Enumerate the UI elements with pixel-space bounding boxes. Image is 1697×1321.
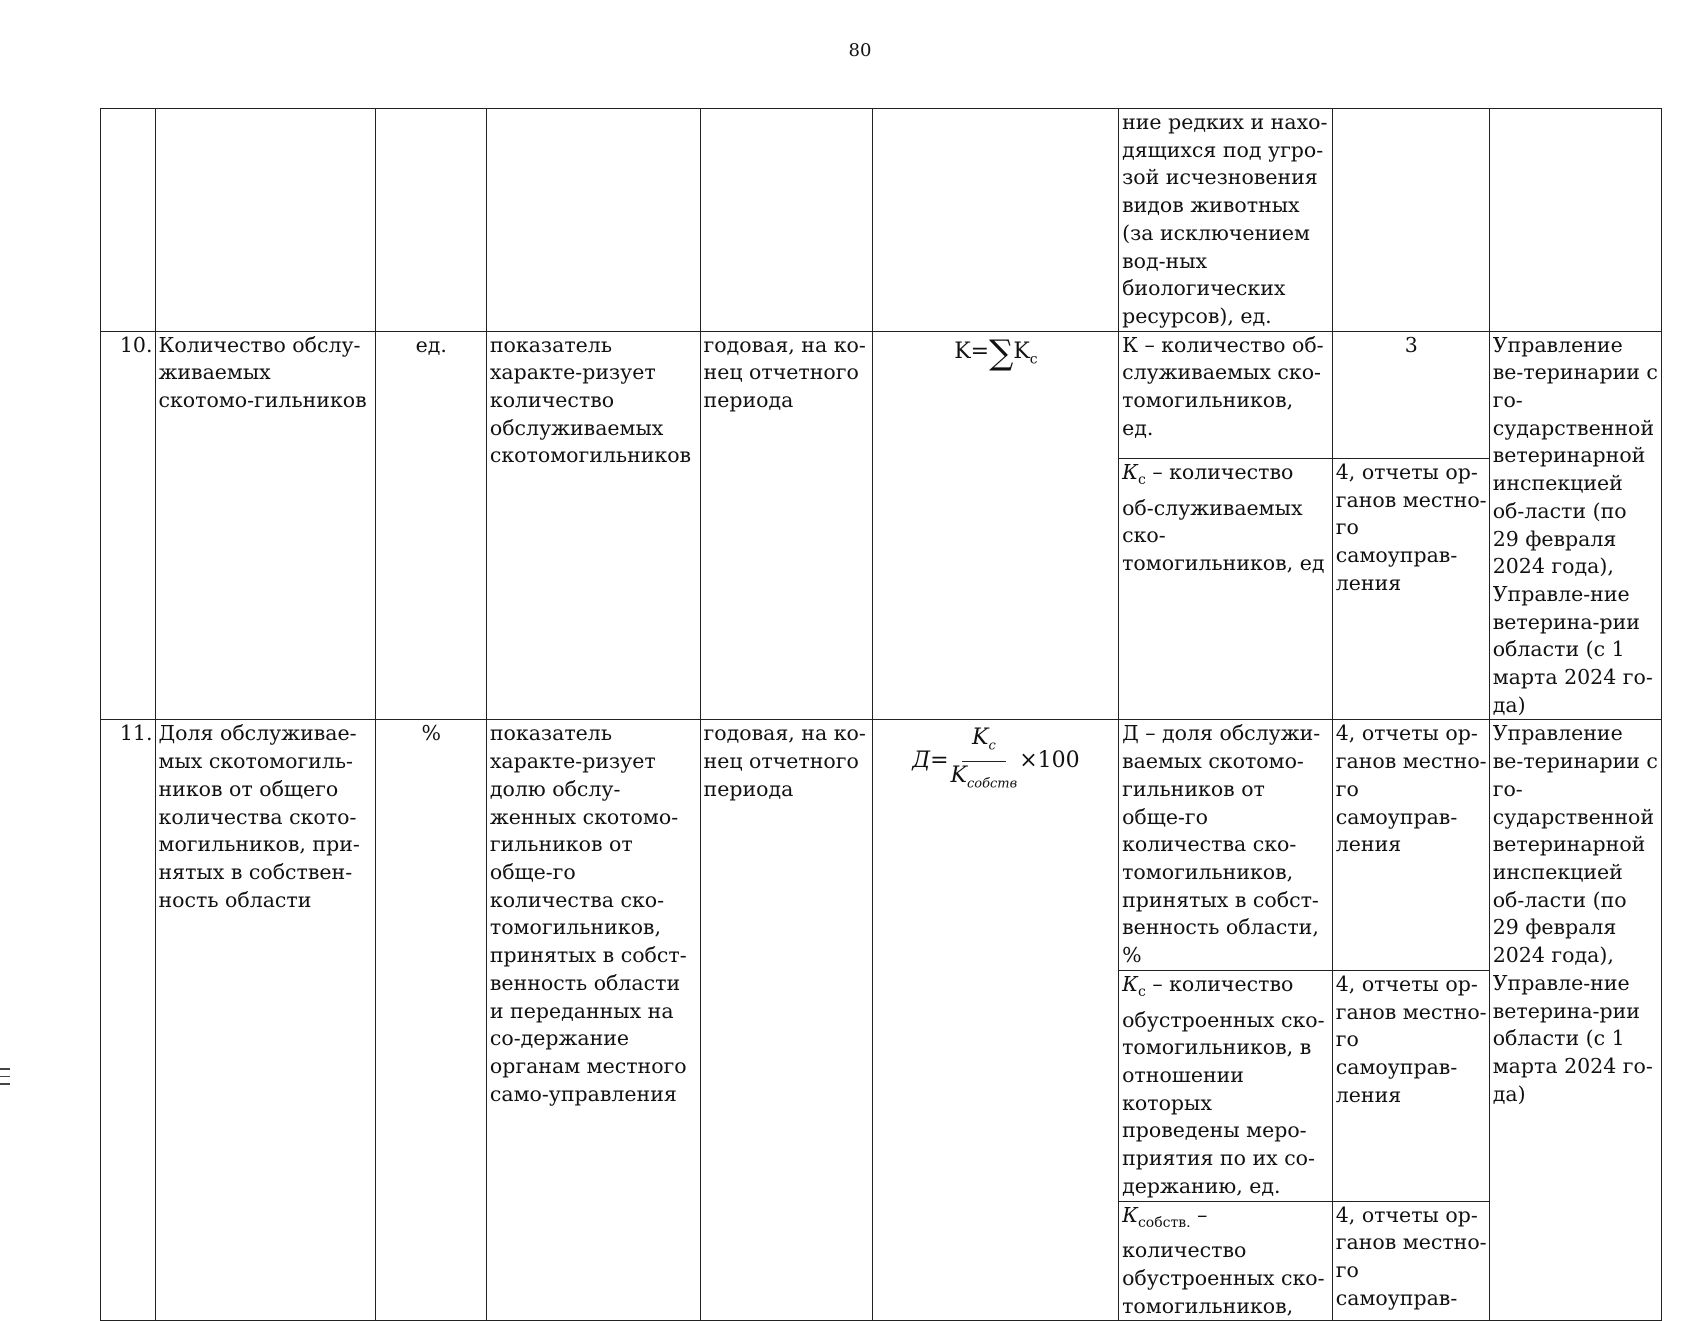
component-text: – количество обустроенных ско-томогильников, в отношении которых проведены меро-приятия по их со-держанию, ед. [1122, 971, 1325, 1198]
responsible-cell: Управление ве-теринарии с го-сударственной ветеринарной инспекцией об-ласти (по 29 февраля 2024 года), Управле-ние ветерина-рии области (с 1 марта 2024 го-да) [1489, 720, 1661, 1321]
periodicity-cell: годовая, на ко-нец отчетного периода [700, 331, 872, 720]
source-cell: 4, отчеты ор-ганов местно-го самоуправ- [1332, 1201, 1489, 1321]
continuation-row [101, 109, 1662, 332]
component-cell [1119, 331, 1333, 458]
component-text: – количество обустроенных ско-томогильников, [1122, 1202, 1325, 1318]
component-symbol: $К_с$ [1122, 971, 1146, 1000]
component-text: – количество об-служиваемых ско-томогильников, ед [1122, 459, 1325, 576]
component-cell [1119, 970, 1333, 1201]
formula-tail: ×100 [1019, 748, 1080, 774]
cont-cell-source [1332, 109, 1489, 332]
component-text: Д – доля обслужи-ваемых скотомо-гильников от обще-го количества ско-томогильников, принятых в собст-венность области, % [1122, 721, 1321, 968]
sigma-symbol: ∑ [989, 332, 1014, 373]
formula-base: K [1013, 338, 1030, 364]
source-cell: 4, отчеты ор-ганов местно-го самоуправ-ления [1332, 970, 1489, 1201]
component-cell [1119, 458, 1333, 720]
formula-cell [872, 720, 1118, 1321]
formula-denominator: $K_{собств}$ [950, 762, 1018, 791]
table-row-11 [101, 720, 1662, 970]
row-number: 11. [101, 720, 156, 1321]
page-number: 80 [848, 40, 872, 61]
formula-numerator: $K_c$ [962, 724, 1006, 761]
cont-cell-responsible [1489, 109, 1661, 332]
definition-cell: показатель характе-ризует количество обслуживаемых скотомогильников [486, 331, 700, 720]
formula-lhs: Д= [912, 748, 949, 774]
source-cell: 4, отчеты ор-ганов местно-го самоуправ-ления [1332, 720, 1489, 970]
cont-cell-name [155, 109, 375, 332]
formula-cell [872, 331, 1118, 720]
formula-lhs: K= [954, 338, 990, 364]
component-cell [1119, 720, 1333, 970]
source-cell: 3 [1332, 331, 1489, 458]
indicator-name: Доля обслуживае-мых скотомогиль-ников от общего количества ското-могильников, при-нятых в собствен-ность области [155, 720, 375, 1321]
unit-cell: ед. [375, 331, 486, 720]
component-symbol: $К_с$ [1122, 459, 1146, 488]
component-symbol: $К_{собств.}$ [1122, 1202, 1191, 1231]
unit-cell: % [375, 720, 486, 1321]
cont-cell-periodicity [700, 109, 872, 332]
component-text: К – количество об-служиваемых ско-томогильников, ед. [1122, 332, 1324, 440]
cont-cell-num [101, 109, 156, 332]
cont-cell-component: ние редких и нахо-дящихся под угро-зой исчезновения видов животных (за исключением вод-ных биологических ресурсов), ед. [1119, 109, 1333, 332]
responsible-cell: Управление ве-теринарии с го-сударственной ветеринарной инспекцией об-ласти (по 29 февраля 2024 года), Управле-ние ветерина-рии области (с 1 марта 2024 го-да) [1489, 331, 1661, 720]
table-row-10 [101, 331, 1662, 458]
scan-edge-mark [0, 1068, 10, 1092]
cont-cell-formula [872, 109, 1118, 332]
formula-sub: c [1029, 351, 1038, 368]
cont-cell-definition [486, 109, 700, 332]
component-cell [1119, 1201, 1333, 1321]
indicator-table [100, 108, 1662, 1321]
definition-cell: показатель характе-ризует долю обслу-женных скотомо-гильников от обще-го количества ско-томогильников, принятых в собст-венность области и переданных на со-держание органам местного само-управления [486, 720, 700, 1321]
row-number: 10. [101, 331, 156, 720]
sum-formula [954, 332, 1037, 374]
cont-cell-unit [375, 109, 486, 332]
periodicity-cell: годовая, на ко-нец отчетного периода [700, 720, 872, 1321]
indicator-name: Количество обслу-живаемых скотомо-гильников [155, 331, 375, 720]
share-formula [912, 724, 1079, 797]
source-cell: 4, отчеты ор-ганов местно-го самоуправ-ления [1332, 458, 1489, 720]
formula-fraction [951, 724, 1018, 797]
